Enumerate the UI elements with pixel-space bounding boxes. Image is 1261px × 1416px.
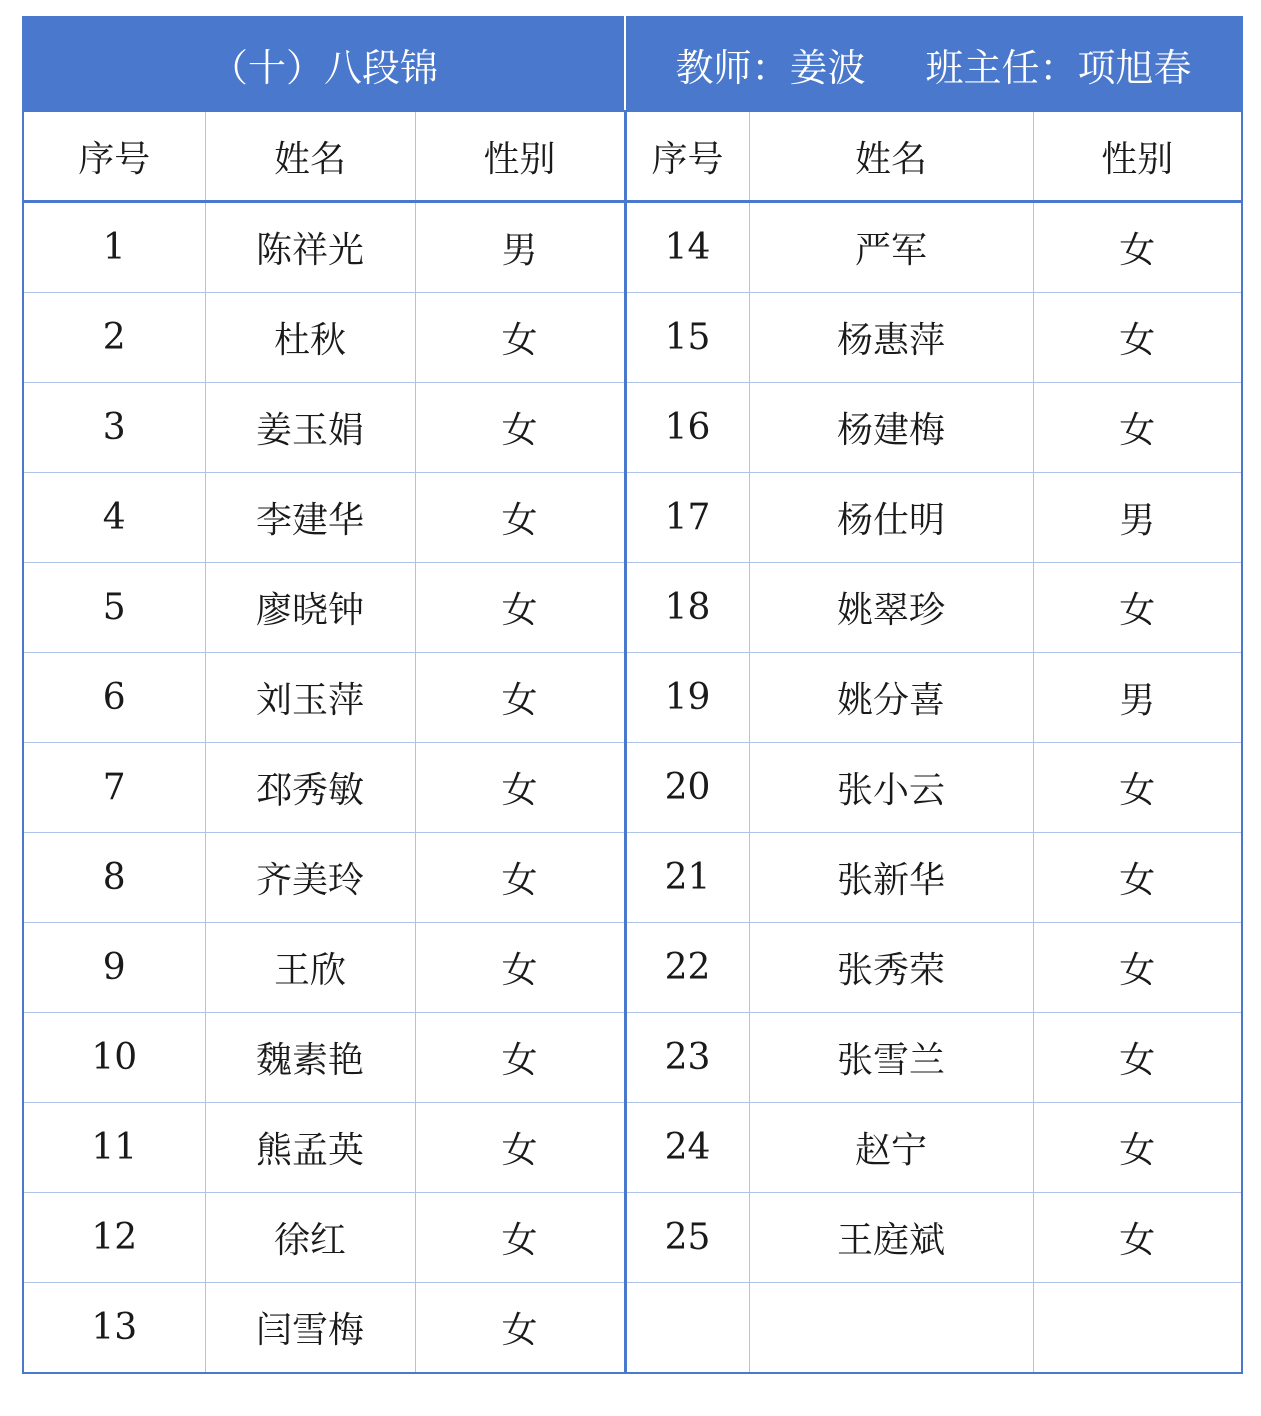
- student-number: 8: [23, 833, 205, 923]
- student-gender: 女: [1033, 202, 1242, 293]
- student-gender: 女: [1033, 743, 1242, 833]
- student-number: [625, 1283, 749, 1374]
- student-name: 严军: [749, 202, 1033, 293]
- student-name: 张雪兰: [749, 1013, 1033, 1103]
- student-name: 姚分喜: [749, 653, 1033, 743]
- column-header-number: 序号: [23, 111, 205, 202]
- table-row: [23, 293, 1242, 383]
- student-name: 杨建梅: [749, 383, 1033, 473]
- table-row: [23, 653, 1242, 743]
- student-number: 6: [23, 653, 205, 743]
- table-row: [23, 383, 1242, 473]
- student-number: 10: [23, 1013, 205, 1103]
- student-gender: 女: [1033, 1103, 1242, 1193]
- column-header-gender: 性别: [415, 111, 625, 202]
- table-row: [23, 923, 1242, 1013]
- table-row: [23, 202, 1242, 293]
- student-name: 王庭斌: [749, 1193, 1033, 1283]
- table-row: [23, 473, 1242, 563]
- table-row: [23, 833, 1242, 923]
- student-number: 20: [625, 743, 749, 833]
- column-header-name: 姓名: [205, 111, 415, 202]
- head-teacher-label: 班主任：项旭春: [925, 45, 1192, 90]
- student-name: 齐美玲: [205, 833, 415, 923]
- title-row: [23, 17, 1242, 111]
- table-row: [23, 563, 1242, 653]
- student-name: 张小云: [749, 743, 1033, 833]
- student-gender: 女: [1033, 1013, 1242, 1103]
- student-gender: [1033, 1283, 1242, 1374]
- column-header-number: 序号: [625, 111, 749, 202]
- student-name: [749, 1283, 1033, 1374]
- student-gender: 女: [415, 653, 625, 743]
- student-name: 陈祥光: [205, 202, 415, 293]
- student-number: 3: [23, 383, 205, 473]
- student-number: 21: [625, 833, 749, 923]
- table-row: [23, 1283, 1242, 1374]
- student-number: 14: [625, 202, 749, 293]
- student-name: 王欣: [205, 923, 415, 1013]
- student-name: 张新华: [749, 833, 1033, 923]
- student-gender: 男: [1033, 653, 1242, 743]
- student-gender: 女: [415, 293, 625, 383]
- student-name: 杨惠萍: [749, 293, 1033, 383]
- student-number: 17: [625, 473, 749, 563]
- student-number: 23: [625, 1013, 749, 1103]
- student-gender: 女: [415, 833, 625, 923]
- student-name: 廖晓钟: [205, 563, 415, 653]
- student-name: 闫雪梅: [205, 1283, 415, 1374]
- student-number: 16: [625, 383, 749, 473]
- student-name: 李建华: [205, 473, 415, 563]
- student-number: 25: [625, 1193, 749, 1283]
- student-gender: 女: [415, 473, 625, 563]
- column-header-gender: 性别: [1033, 111, 1242, 202]
- student-number: 4: [23, 473, 205, 563]
- student-number: 13: [23, 1283, 205, 1374]
- staff-info: [625, 17, 1242, 111]
- table-row: [23, 1103, 1242, 1193]
- teacher-label: 教师：姜波: [675, 45, 866, 90]
- student-number: 5: [23, 563, 205, 653]
- student-gender: 女: [415, 1103, 625, 1193]
- student-number: 1: [23, 202, 205, 293]
- student-name: 刘玉萍: [205, 653, 415, 743]
- student-gender: 女: [1033, 563, 1242, 653]
- course-title: （十）八段锦: [23, 17, 625, 111]
- student-gender: 男: [1033, 473, 1242, 563]
- student-name: 杨仕明: [749, 473, 1033, 563]
- student-number: 7: [23, 743, 205, 833]
- student-name: 徐红: [205, 1193, 415, 1283]
- student-gender: 女: [415, 383, 625, 473]
- student-gender: 女: [415, 1283, 625, 1374]
- student-number: 24: [625, 1103, 749, 1193]
- student-name: 张秀荣: [749, 923, 1033, 1013]
- student-number: 19: [625, 653, 749, 743]
- student-gender: 女: [1033, 923, 1242, 1013]
- class-roster-table: [22, 16, 1243, 1374]
- table-row: [23, 1013, 1242, 1103]
- student-gender: 女: [415, 743, 625, 833]
- student-gender: 男: [415, 202, 625, 293]
- student-name: 杜秋: [205, 293, 415, 383]
- student-number: 18: [625, 563, 749, 653]
- student-gender: 女: [415, 563, 625, 653]
- student-gender: 女: [1033, 833, 1242, 923]
- student-number: 12: [23, 1193, 205, 1283]
- table-row: [23, 1193, 1242, 1283]
- student-gender: 女: [1033, 293, 1242, 383]
- student-gender: 女: [1033, 1193, 1242, 1283]
- column-header-name: 姓名: [749, 111, 1033, 202]
- student-name: 邳秀敏: [205, 743, 415, 833]
- column-header-row: [23, 111, 1242, 202]
- student-gender: 女: [415, 1193, 625, 1283]
- student-number: 9: [23, 923, 205, 1013]
- student-name: 姜玉娟: [205, 383, 415, 473]
- table-row: [23, 743, 1242, 833]
- student-name: 姚翠珍: [749, 563, 1033, 653]
- student-number: 2: [23, 293, 205, 383]
- student-name: 熊孟英: [205, 1103, 415, 1193]
- student-name: 赵宁: [749, 1103, 1033, 1193]
- student-name: 魏素艳: [205, 1013, 415, 1103]
- student-gender: 女: [415, 923, 625, 1013]
- student-number: 15: [625, 293, 749, 383]
- student-gender: 女: [415, 1013, 625, 1103]
- student-gender: 女: [1033, 383, 1242, 473]
- student-number: 22: [625, 923, 749, 1013]
- student-number: 11: [23, 1103, 205, 1193]
